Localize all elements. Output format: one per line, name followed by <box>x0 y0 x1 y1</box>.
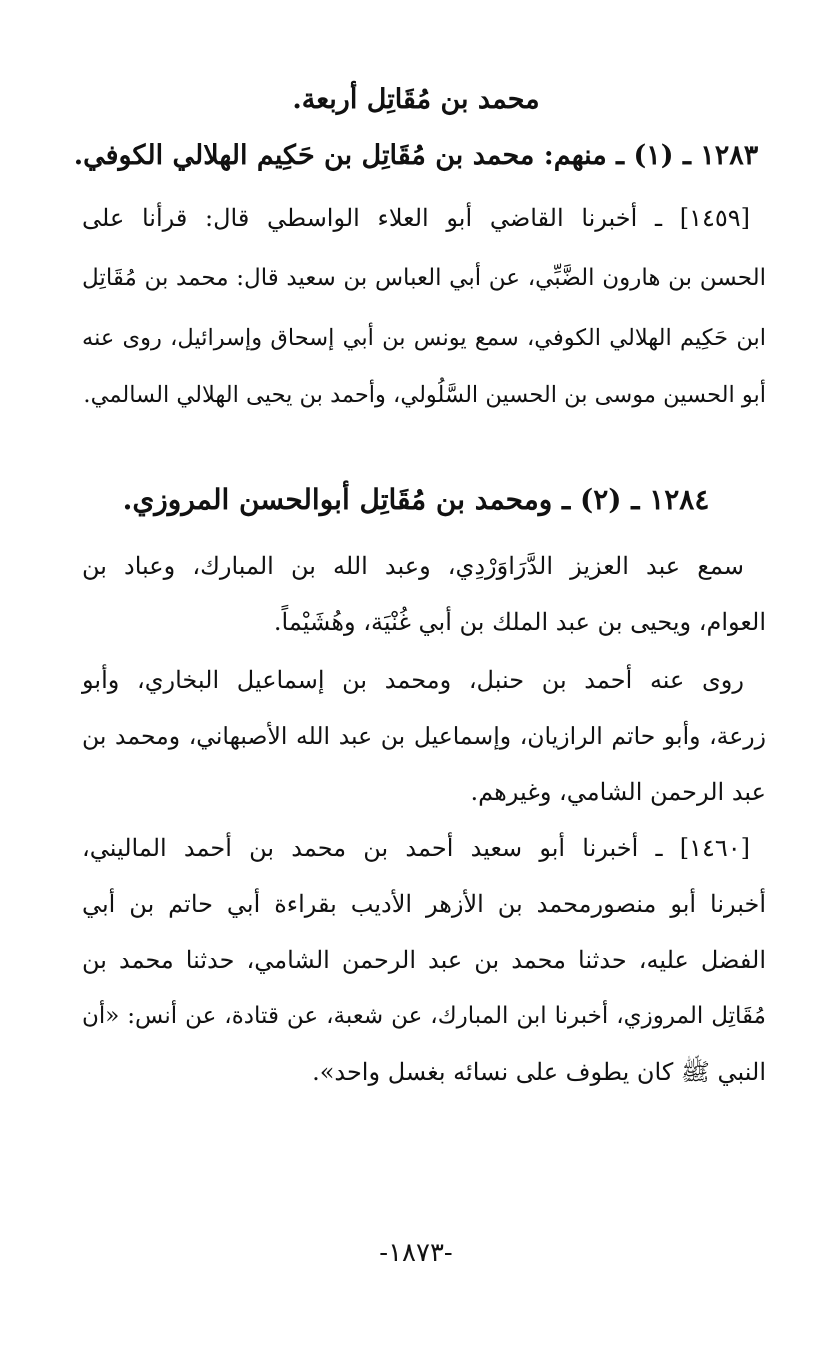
page-number: -١٨٧٣- <box>379 1238 453 1268</box>
text-line: سمع عبد العزيز الدَّرَاوَرْدِي، وعبد الله بن المبارك، وعباد بن <box>82 552 744 580</box>
text-line: أخبرنا أبو منصورمحمد بن الأزهر الأديب بقراءة أبي حاتم بن أبي <box>82 890 766 918</box>
entry-1284-heading: ١٢٨٤ ـ (٢) ـ ومحمد بن مُقَاتِل أبوالحسن المروزي. <box>122 483 710 516</box>
text-line: الحسن بن هارون الضَّبِّي، عن أبي العباس بن سعيد قال: محمد بن مُقَاتِل <box>82 265 766 291</box>
text-line: ابن حَكِيم الهلالي الكوفي، سمع يونس بن أبي إسحاق وإسرائيل، روى عنه <box>82 325 766 351</box>
text-line: زرعة، وأبو حاتم الرازيان، وإسماعيل بن عبد الله الأصبهاني، ومحمد بن <box>82 722 766 750</box>
text-line: [١٤٦٠] ـ أخبرنا أبو سعيد أحمد بن محمد بن أحمد الماليني، <box>82 834 750 862</box>
text-line: الفضل عليه، حدثنا محمد بن عبد الرحمن الشامي، حدثنا محمد بن <box>82 946 766 974</box>
section-title: محمد بن مُقَاتِل أربعة. <box>292 84 540 115</box>
text-line: أبو الحسين موسى بن الحسين السَّلُولي، وأحمد بن يحيى الهلالي السالمي. <box>83 382 766 408</box>
text-line: عبد الرحمن الشامي، وغيرهم. <box>470 778 766 806</box>
text-line: النبي ﷺ كان يطوف على نسائه بغسل واحد». <box>312 1058 766 1086</box>
text-line: العوام، ويحيى بن عبد الملك بن أبي غُنْيَة، وهُشَيْماً. <box>273 608 766 636</box>
text-line: مُقَاتِل المروزي، أخبرنا ابن المبارك، عن شعبة، عن قتادة، عن أنس: «أن <box>82 1003 766 1029</box>
text-line: [١٤٥٩] ـ أخبرنا القاضي أبو العلاء الواسطي قال: قرأنا على <box>82 204 750 232</box>
entry-1283-heading: ١٢٨٣ ـ (١) ـ منهم: محمد بن مُقَاتِل بن حَكِيم الهلالي الكوفي. <box>73 140 759 171</box>
text-line: روى عنه أحمد بن حنبل، ومحمد بن إسماعيل البخاري، وأبو <box>82 666 744 694</box>
